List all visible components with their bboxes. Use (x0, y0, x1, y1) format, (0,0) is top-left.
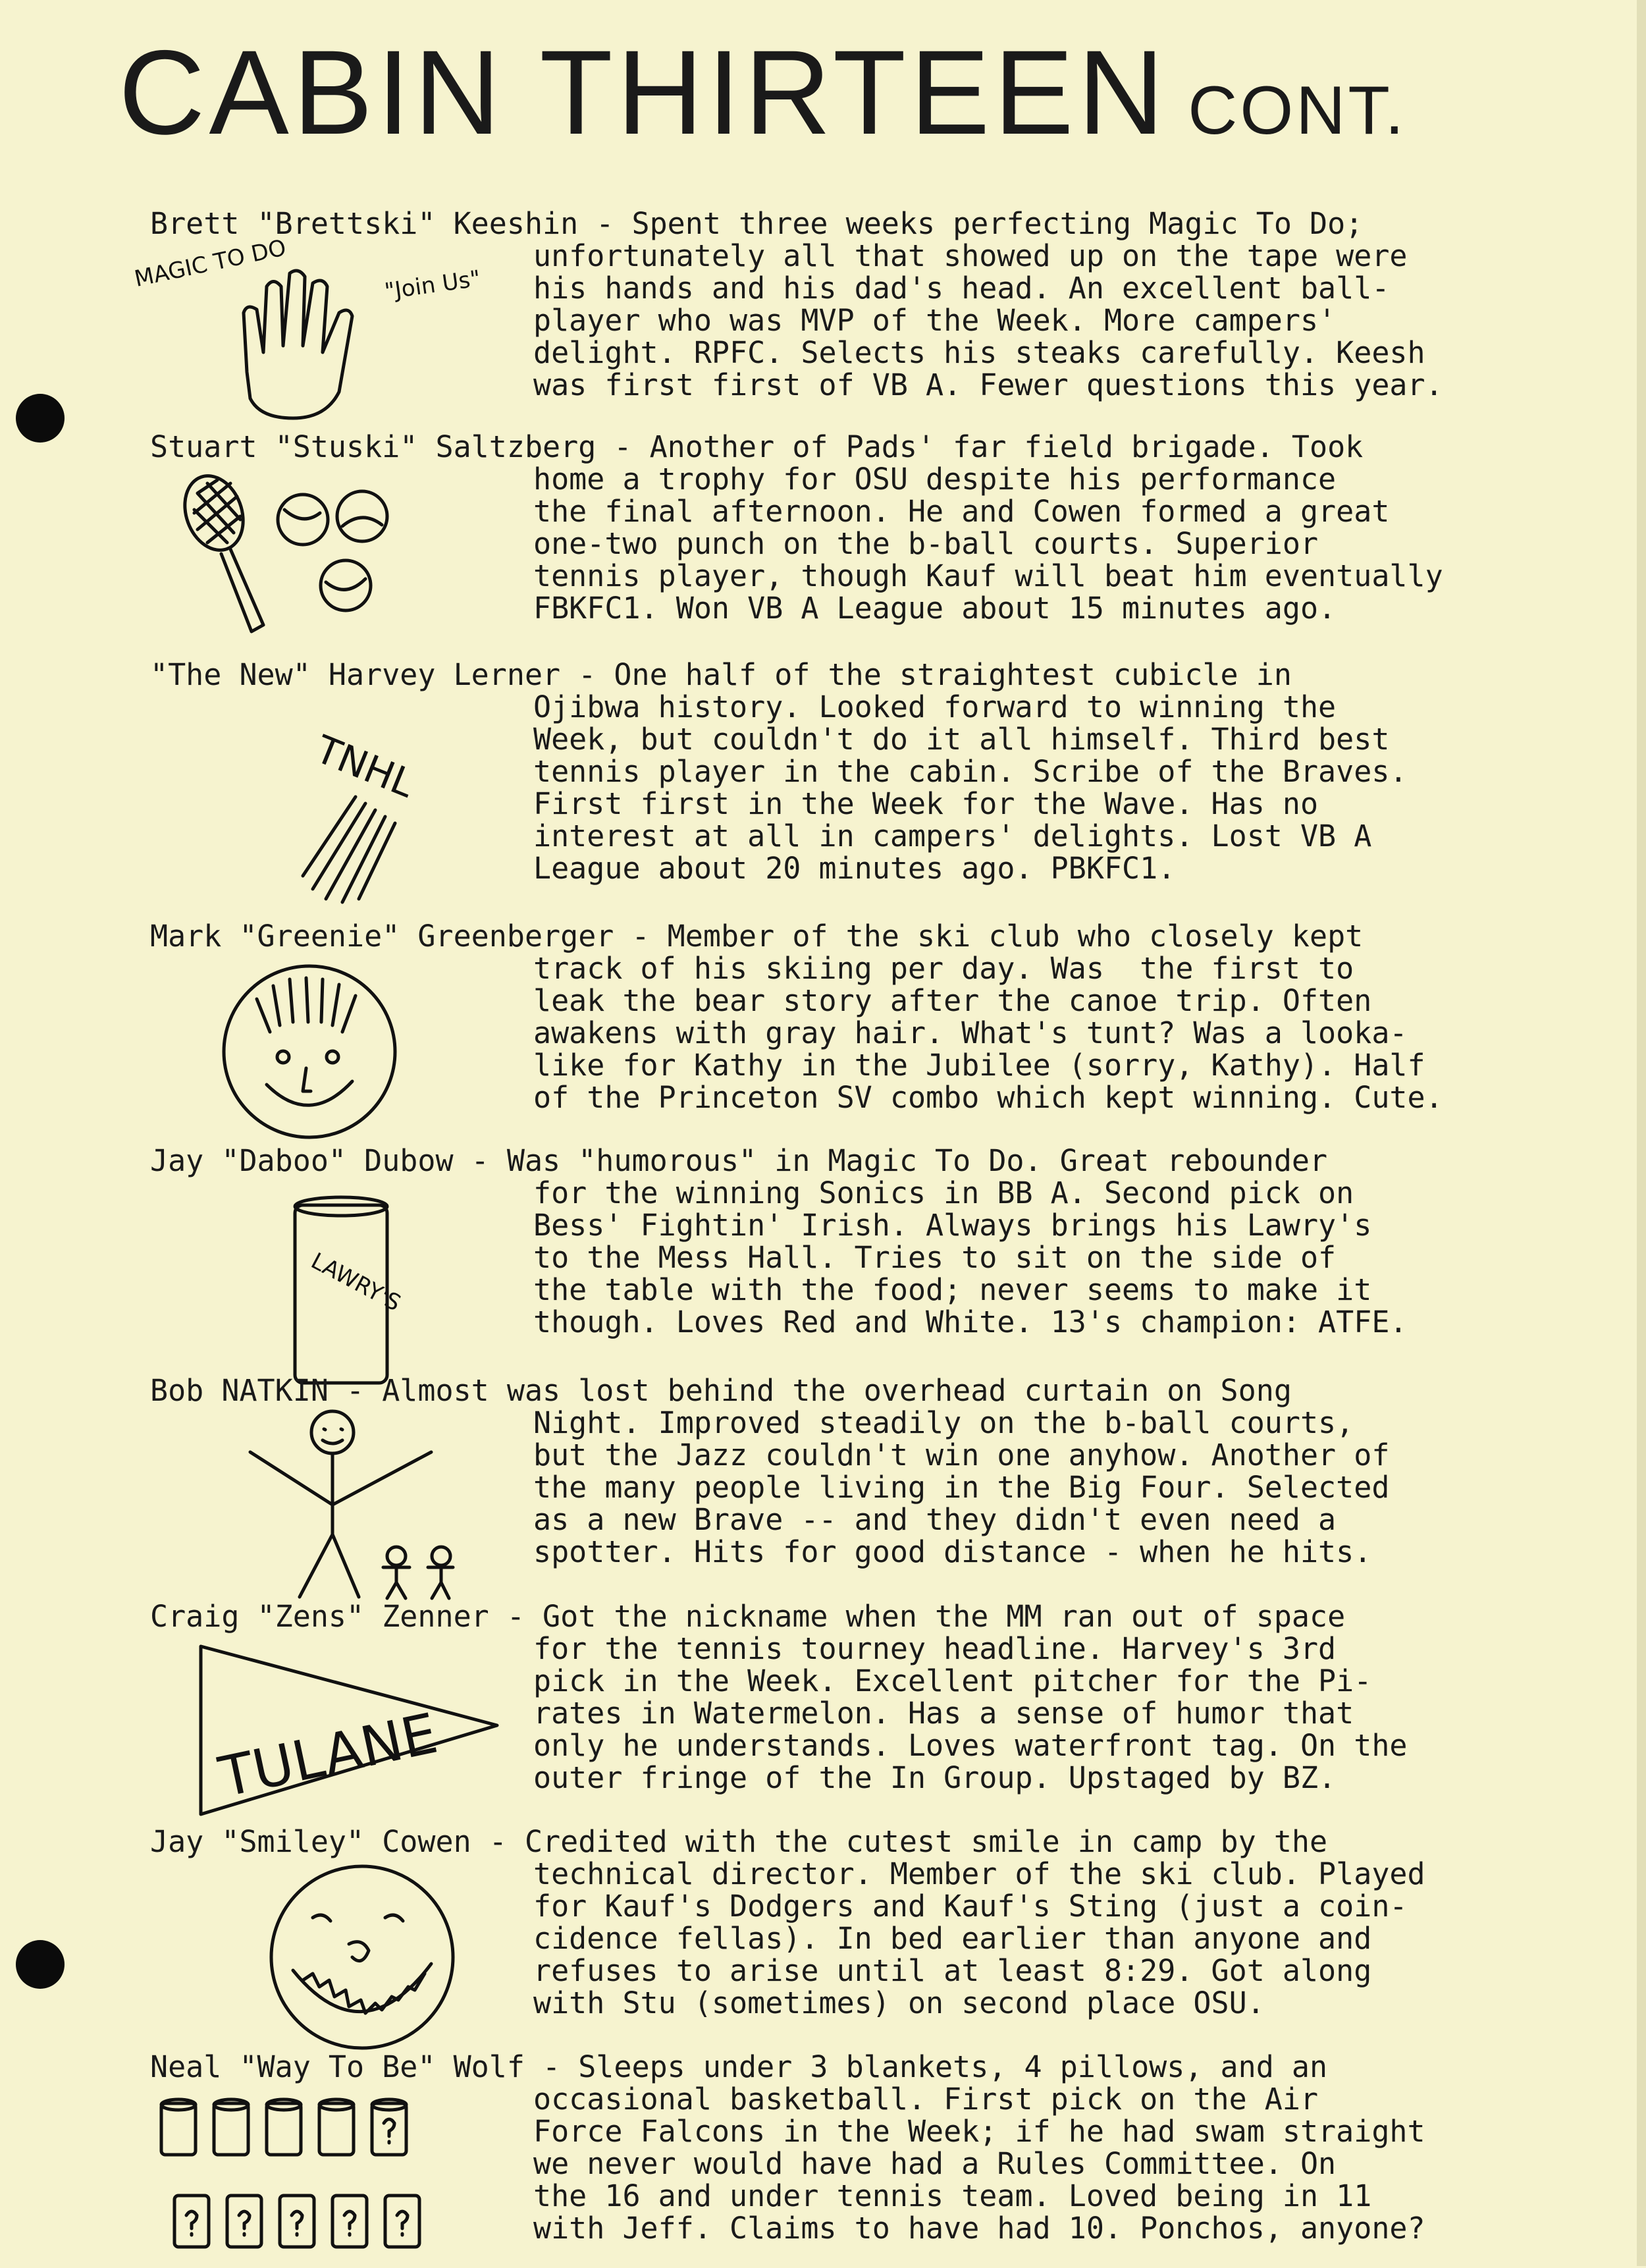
entry-title-line: Brett "Brettski" Keeshin - Spent three weeks perfecting Magic To Do; (150, 206, 1364, 241)
entry-line: Bess' Fightin' Irish. Always brings his Lawry's (533, 1208, 1372, 1243)
entry-line: occasional basketball. First pick on the Air (533, 2082, 1319, 2117)
entry-line: only he understands. Loves waterfront tag. On the (533, 1728, 1408, 1763)
entry-line: outer fringe of the In Group. Upstaged by BZ. (533, 1760, 1337, 1795)
entry-title-line: Jay "Smiley" Cowen - Credited with the cutest smile in camp by the (150, 1824, 1328, 1859)
title-cont: CONT. (1188, 72, 1407, 149)
doodle-tulane-text: TULANE (213, 1700, 443, 1810)
punch-hole-top (16, 394, 65, 443)
glove-doodle (128, 234, 497, 425)
entry-title-line: Craig "Zens" Zenner - Got the nickname when the MM ran out of space (150, 1599, 1346, 1634)
entry-line: Force Falcons in the Week; if he had swam straight (533, 2114, 1425, 2149)
entry-body (533, 1177, 1534, 1338)
stick-figure-doodle (244, 1406, 454, 1604)
entry-line: but the Jazz couldn't win one anyhow. Another of (533, 1438, 1390, 1472)
doodle-join-text: "Join Us" (383, 265, 483, 306)
entry-line: the many people living in the Big Four. Selected (533, 1470, 1390, 1505)
title-main: CABIN THIRTEEN (119, 25, 1169, 159)
entry-line: with Stu (sometimes) on second place OSU. (533, 1985, 1265, 2020)
entry-line: Ojibwa history. Looked forward to winning the (533, 689, 1337, 724)
face-doodle (211, 959, 408, 1144)
entry-line: FBKFC1. Won VB A League about 15 minutes ago. (533, 591, 1337, 626)
entry-line: for Kauf's Dodgers and Kauf's Sting (just a coin- (533, 1889, 1408, 1924)
punch-hole-bottom (16, 1940, 65, 1989)
entry-title-line: Mark "Greenie" Greenberger - Member of the ski club who closely kept (150, 919, 1364, 954)
entry-title-line: Neal "Way To Be" Wolf - Sleeps under 3 blankets, 4 pillows, and an (150, 2049, 1328, 2084)
entry-line: interest at all in campers' delights. Lost VB A (533, 819, 1372, 853)
entry-title-line: Bob NATKIN - Almost was lost behind the overhead curtain on Song (150, 1373, 1292, 1408)
entry-title-line: Jay "Daboo" Dubow - Was "humorous" in Magic To Do. Great rebounder (150, 1143, 1328, 1178)
smiley-doodle (257, 1865, 474, 2056)
entry-line: of the Princeton SV combo which kept winning. Cute. (533, 1080, 1443, 1115)
entry-line: his hands and his dad's head. An excellent ball- (533, 271, 1390, 306)
entry-body (533, 2083, 1534, 2244)
entry-line: refuses to arise until at least 8:29. Got along (533, 1953, 1372, 1988)
cans-row-top (161, 2099, 406, 2155)
entry-line: the final afternoon. He and Cowen formed a great (533, 494, 1390, 529)
entry-line: technical director. Member of the ski club. Played (533, 1856, 1425, 1891)
page-title (119, 26, 1406, 158)
entry-line: First first in the Week for the Wave. Has no (533, 786, 1319, 821)
entry-line: with Jeff. Claims to have had 10. Ponchos, anyone? (533, 2211, 1425, 2246)
entry-line: Week, but couldn't do it all himself. Third best (533, 722, 1390, 757)
entry-body (533, 1633, 1534, 1794)
entry-line: the table with the food; never seems to make it (533, 1272, 1372, 1307)
doodle-tnhl-text: TNHL (309, 726, 421, 807)
entry-line: one-two punch on the b-ball courts. Superior (533, 526, 1319, 561)
entry-line: tennis player in the cabin. Scribe of the Braves. (533, 754, 1408, 789)
entry-line: as a new Brave -- and they didn't even need a (533, 1502, 1337, 1537)
lawrys-doodle (290, 1192, 406, 1390)
entry-title-line: Stuart "Stuski" Saltzberg - Another of Pads' far field brigade. Took (150, 429, 1364, 464)
tennis-doodle (178, 467, 402, 645)
doodle-magic-text: MAGIC TO DO (132, 234, 289, 293)
entry-line: tennis player, though Kauf will beat him eventually (533, 558, 1443, 593)
entry-line: like for Kathy in the Jubilee (sorry, Kathy). Half (533, 1048, 1425, 1083)
entry-body (533, 1858, 1534, 2019)
entry-line: though. Loves Red and White. 13's champion: ATFE. (533, 1305, 1408, 1339)
entry-body (533, 240, 1534, 401)
cans-row-bottom (174, 2196, 419, 2247)
entry-line: unfortunately all that showed up on the tape were (533, 238, 1408, 273)
paper-edge (1637, 0, 1646, 2266)
entry-body (533, 1407, 1534, 1568)
entry-line: to the Mess Hall. Tries to sit on the side of (533, 1240, 1337, 1275)
entry-line: cidence fellas). In bed earlier than anyone and (533, 1921, 1372, 1956)
entry-body (533, 952, 1534, 1114)
entry-line: was first first of VB A. Fewer questions this year. (533, 367, 1443, 402)
entry-line: home a trophy for OSU despite his performance (533, 462, 1337, 497)
entry-line: delight. RPFC. Selects his steaks carefully. Keesh (533, 335, 1425, 370)
entry-title-line: "The New" Harvey Lerner - One half of the straightest cubicle in (150, 657, 1292, 692)
entry-line: rates in Watermelon. Has a sense of humor that (533, 1696, 1354, 1731)
entry-line: the 16 and under tennis team. Loved being in 11 (533, 2178, 1372, 2213)
entry-line: player who was MVP of the Week. More campers' (533, 303, 1337, 338)
entry-line: track of his skiing per day. Was the first to (533, 951, 1354, 986)
cans-doodle (158, 2097, 435, 2268)
entry-line: we never would have had a Rules Committee. On (533, 2146, 1337, 2181)
entry-line: League about 20 minutes ago. PBKFC1. (533, 851, 1176, 886)
entry-line: for the tennis tourney headline. Harvey's 3rd (533, 1631, 1337, 1666)
entry-line: pick in the Week. Excellent pitcher for the Pi- (533, 1663, 1372, 1698)
entry-body (533, 691, 1534, 884)
entry-line: spotter. Hits for good distance - when he hits. (533, 1534, 1372, 1569)
entry-line: awakens with gray hair. What's tunt? Was a looka- (533, 1015, 1408, 1050)
entry-line: Night. Improved steadily on the b-ball courts, (533, 1405, 1354, 1440)
entry-line: leak the bear story after the canoe trip. Often (533, 983, 1372, 1018)
tnhl-doodle (277, 711, 448, 909)
doodle-lawrys-text: LAWRY'S (306, 1247, 406, 1317)
entry-body (533, 463, 1534, 624)
entry-line: for the winning Sonics in BB A. Second pick on (533, 1175, 1354, 1210)
pennant-doodle (194, 1640, 504, 1818)
